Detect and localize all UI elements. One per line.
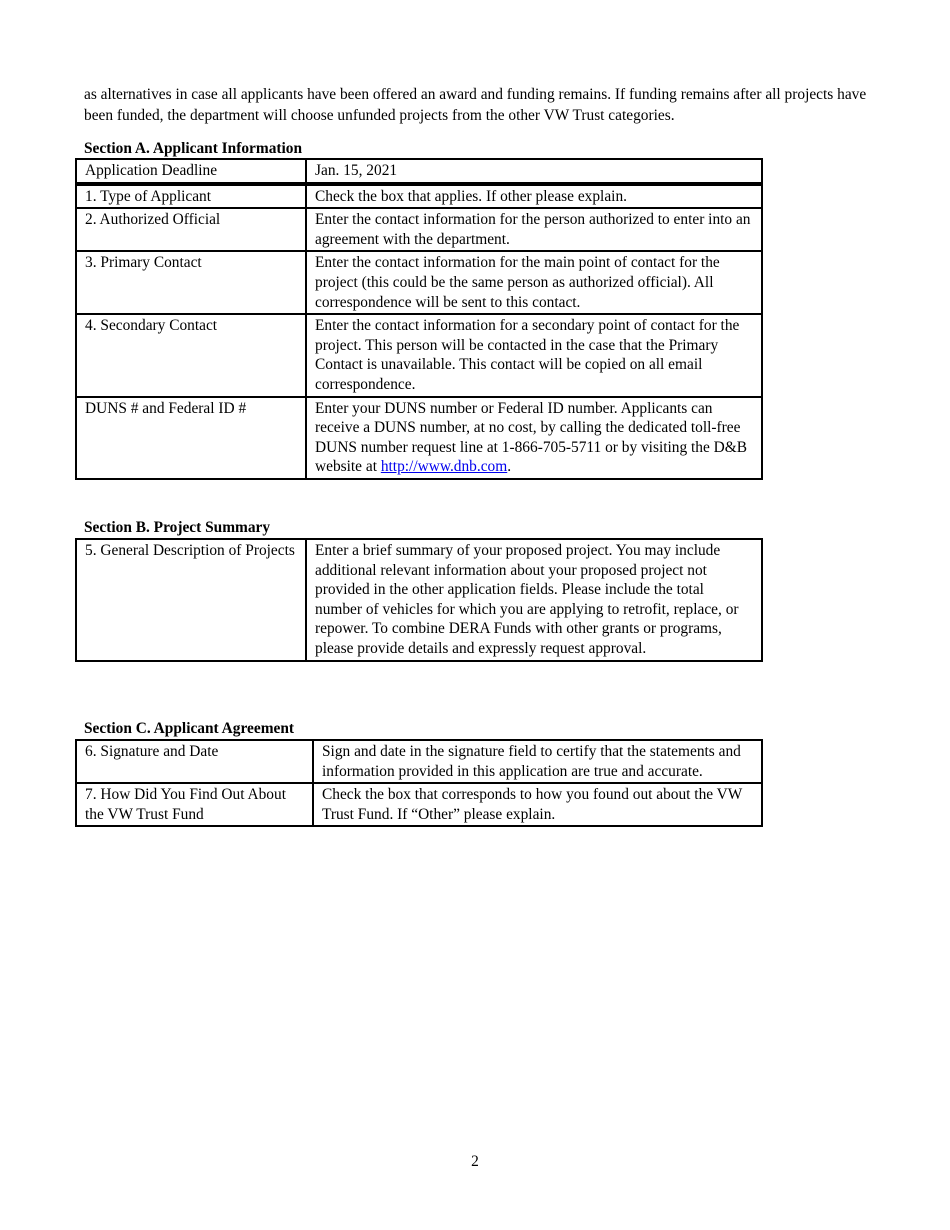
row-description: Jan. 15, 2021 (306, 159, 762, 184)
row-description (306, 397, 762, 479)
table-row (76, 783, 762, 826)
dnb-website-link[interactable]: http://www.dnb.com (380, 458, 508, 476)
row-label: 7. How Did You Find Out About the VW Trust Fund (76, 783, 313, 826)
table-row (76, 184, 762, 209)
row-label: Application Deadline (76, 159, 306, 184)
section-b-heading: Section B. Project Summary (84, 519, 271, 536)
row-label: 1. Type of Applicant (76, 184, 306, 209)
row-label: 3. Primary Contact (76, 251, 306, 314)
table-row (76, 539, 762, 661)
duns-description-text: Enter your DUNS number or Federal ID number. Applicants can receive a DUNS number, at no cost, by calling the dedicated toll-free DUNS number request line at 1-866-705-5711 or by visiting the D&B website at (315, 399, 748, 476)
project-summary-table (75, 538, 763, 662)
row-description: Enter the contact information for a secondary point of contact for the project. This person will be contacted in the case that the Primary Contact is unavailable. This contact will be copied on all email correspondence. (306, 314, 762, 396)
row-description: Check the box that applies. If other please explain. (306, 184, 762, 209)
row-label: 4. Secondary Contact (76, 314, 306, 396)
intro-paragraph: as alternatives in case all applicants have been offered an award and funding remains. If funding remains after all projects have been funded, the department will choose unfunded projects from the other VW Trust categories. (84, 86, 867, 124)
row-label: 2. Authorized Official (76, 208, 306, 251)
row-label: 6. Signature and Date (76, 740, 313, 783)
section-a-heading: Section A. Applicant Information (84, 140, 303, 157)
row-description: Check the box that corresponds to how you found out about the VW Trust Fund. If “Other” please explain. (313, 783, 762, 826)
table-row (76, 740, 762, 783)
table-row (76, 314, 762, 396)
row-label: DUNS # and Federal ID # (76, 397, 306, 479)
table-row (76, 159, 762, 184)
section-c-heading: Section C. Applicant Agreement (84, 720, 295, 737)
applicant-agreement-table (75, 739, 763, 827)
row-label: 5. General Description of Projects (76, 539, 306, 661)
row-description: Enter a brief summary of your proposed project. You may include additional relevant information about your proposed project not provided in the other application fields. Please include the total number of vehicles for which you are applying to retrofit, replace, or repower. To combine DERA Funds with other grants or programs, please provide details and expressly request approval. (306, 539, 762, 661)
applicant-information-table (75, 158, 763, 480)
table-row (76, 251, 762, 314)
duns-description-end: . (507, 458, 512, 476)
row-description: Enter the contact information for the person authorized to enter into an agreement with the department. (306, 208, 762, 251)
row-description: Sign and date in the signature field to certify that the statements and information provided in this application are true and accurate. (313, 740, 762, 783)
row-description: Enter the contact information for the main point of contact for the project (this could be the same person as authorized official). All correspondence will be sent to this contact. (306, 251, 762, 314)
table-row (76, 397, 762, 479)
table-row (76, 208, 762, 251)
page-number: 2 (471, 1153, 479, 1170)
